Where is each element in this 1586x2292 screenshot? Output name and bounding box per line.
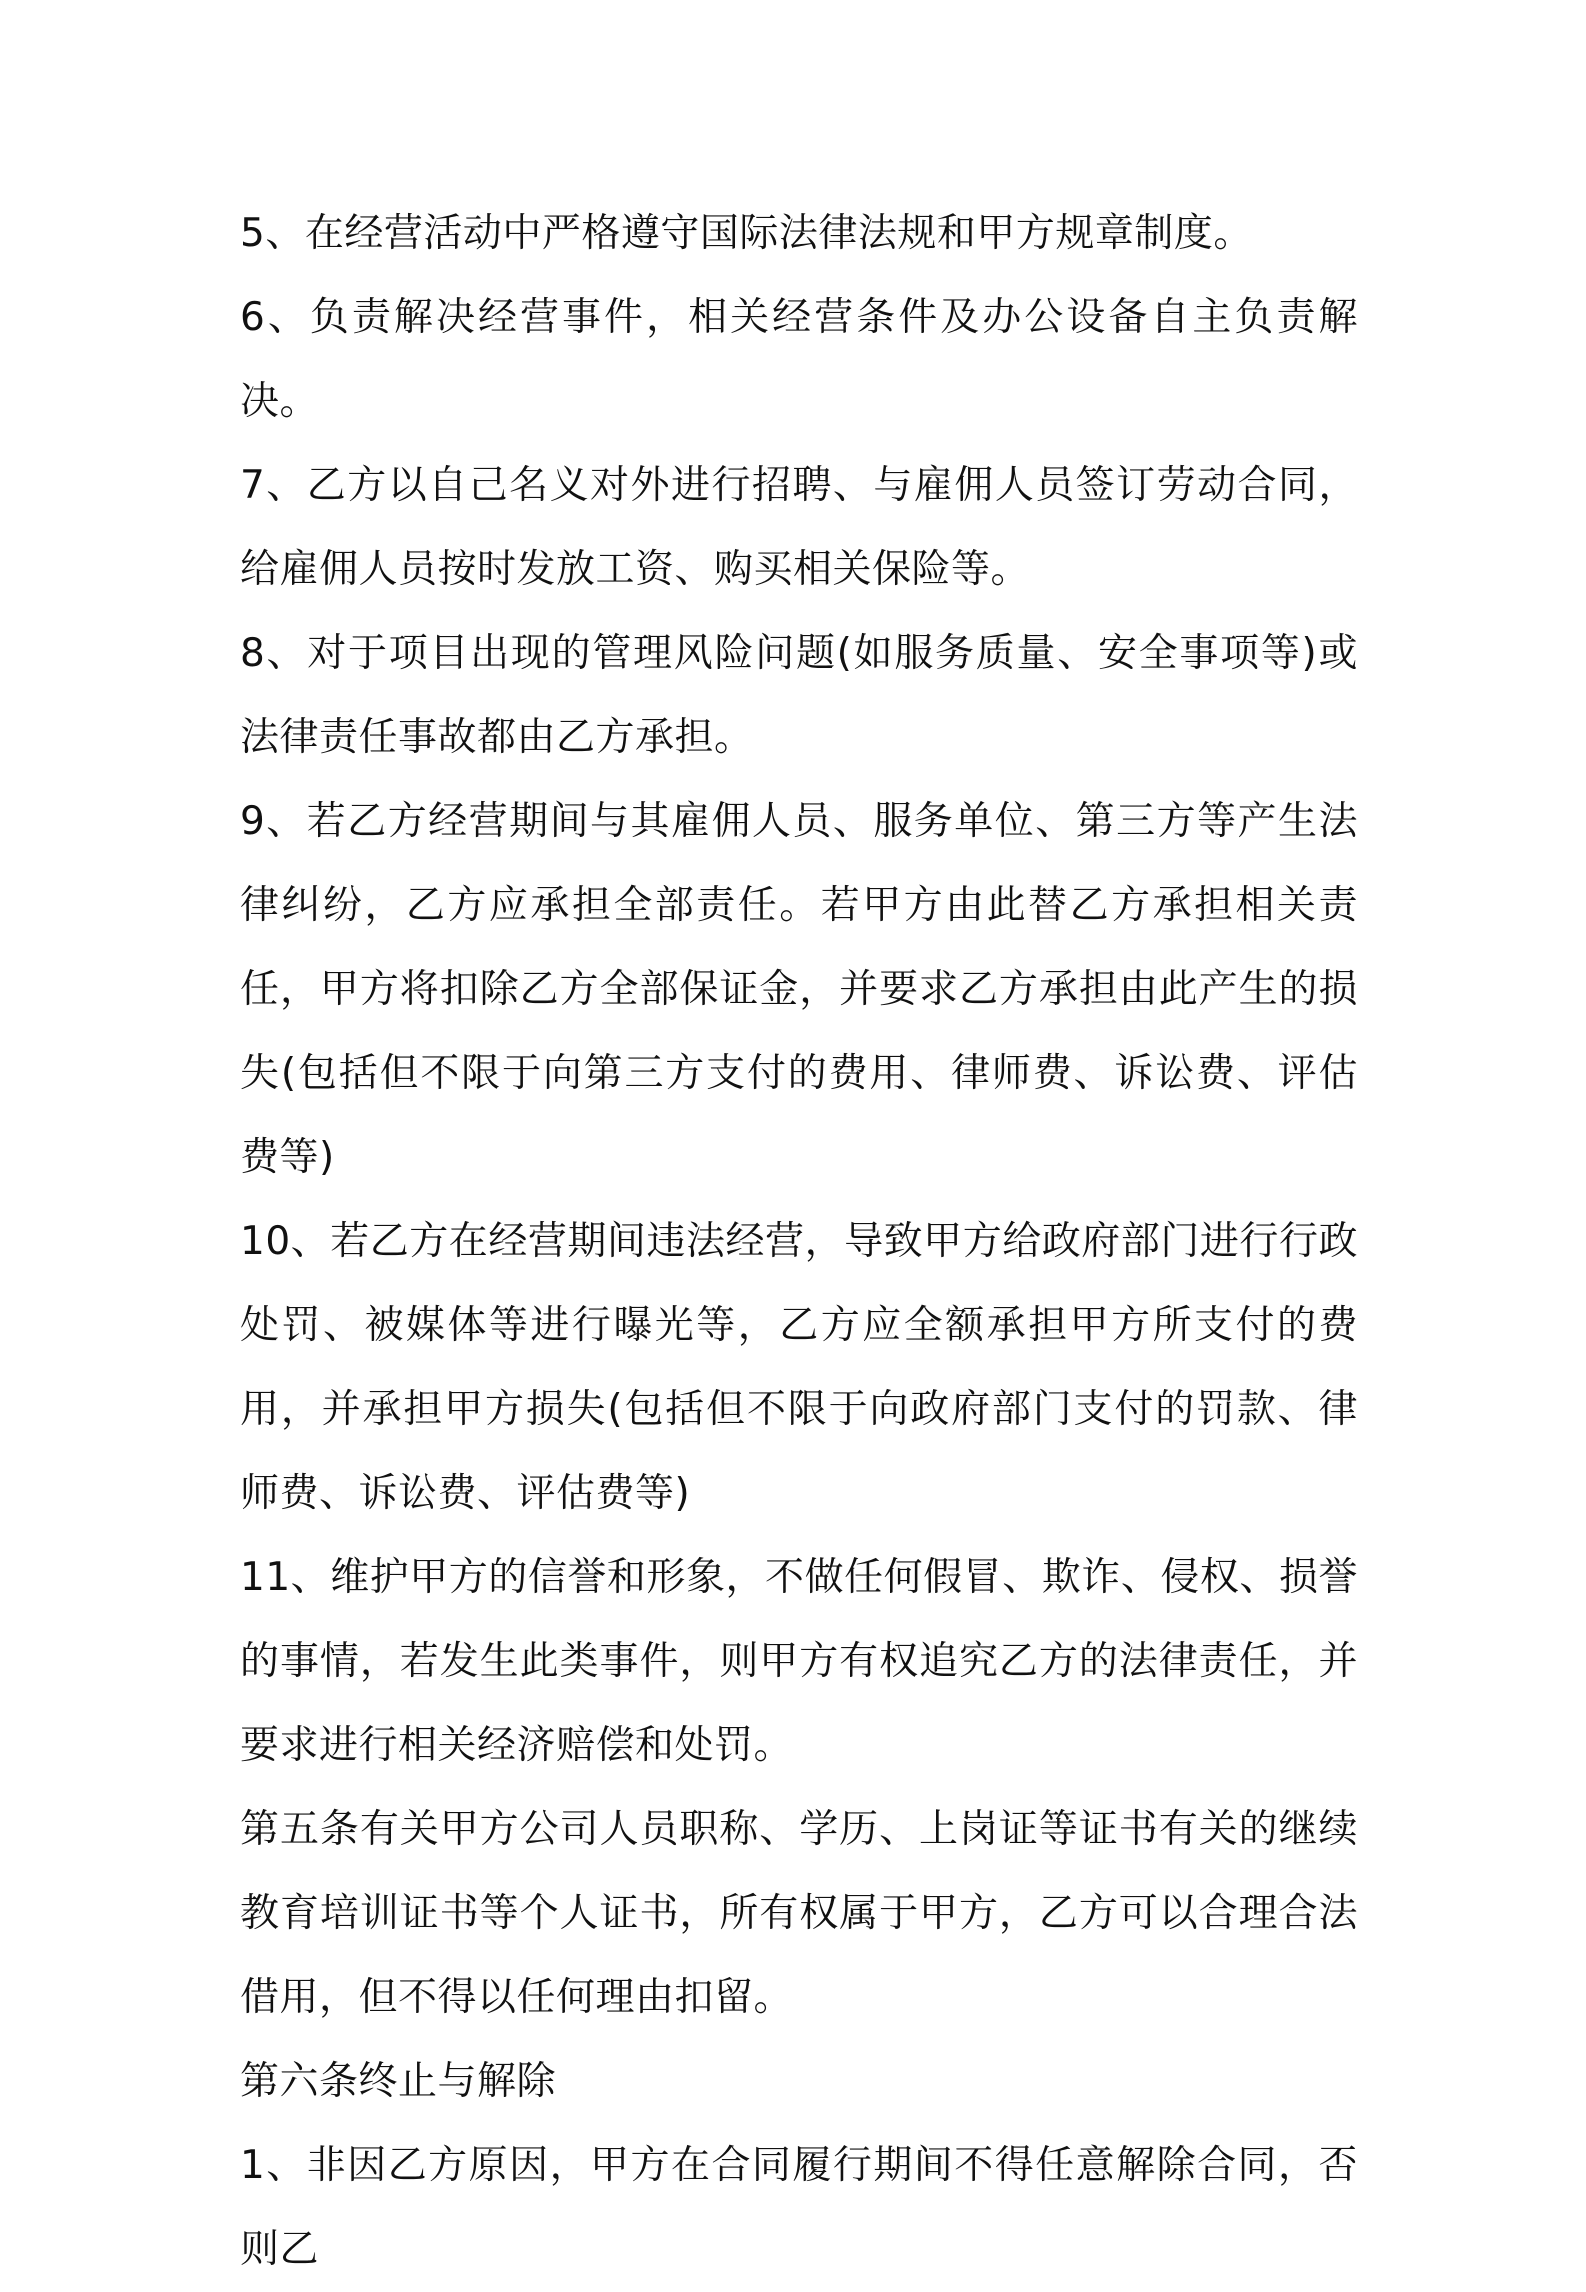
paragraph-clause-11: 11、维护甲方的信誉和形象，不做任何假冒、欺诈、侵权、损誉的事情，若发生此类事件，则甲方有权追究乙方的法律责任，并要求进行相关经济赔偿和处罚。: [240, 1555, 1358, 1768]
paragraph-clause-6: 6、负责解决经营事件，相关经营条件及办公设备自主负责解决。: [240, 295, 1358, 424]
paragraph-article-6-clause-1: 1、非因乙方原因，甲方在合同履行期间不得任意解除合同，否则乙: [240, 2143, 1358, 2272]
section-heading-article-6: 第六条终止与解除: [240, 2059, 557, 2104]
paragraph-clause-7: 7、乙方以自己名义对外进行招聘、与雇佣人员签订劳动合同，给雇佣人员按时发放工资、购买相关保险等。: [240, 463, 1358, 592]
paragraph-clause-10: 10、若乙方在经营期间违法经营，导致甲方给政府部门进行行政处罚、被媒体等进行曝光等，乙方应全额承担甲方所支付的费用，并承担甲方损失(包括但不限于向政府部门支付的罚款、律师费、诉讼费、评估费等): [240, 1219, 1358, 1516]
paragraph-article-5: 第五条有关甲方公司人员职称、学历、上岗证等证书有关的继续教育培训证书等个人证书，所有权属于甲方，乙方可以合理合法借用，但不得以任何理由扣留。: [240, 1807, 1358, 2020]
paragraph-clause-8: 8、对于项目出现的管理风险问题(如服务质量、安全事项等)或法律责任事故都由乙方承担。: [240, 631, 1358, 760]
paragraph-clause-9: 9、若乙方经营期间与其雇佣人员、服务单位、第三方等产生法律纠纷，乙方应承担全部责任。若甲方由此替乙方承担相关责任，甲方将扣除乙方全部保证金，并要求乙方承担由此产生的损失(包括但不限于向第三方支付的费用、律师费、诉讼费、评估费等): [240, 799, 1358, 1180]
document-body: [240, 192, 1358, 2292]
paragraph-clause-5: 5、在经营活动中严格遵守国际法律法规和甲方规章制度。: [240, 211, 1253, 256]
